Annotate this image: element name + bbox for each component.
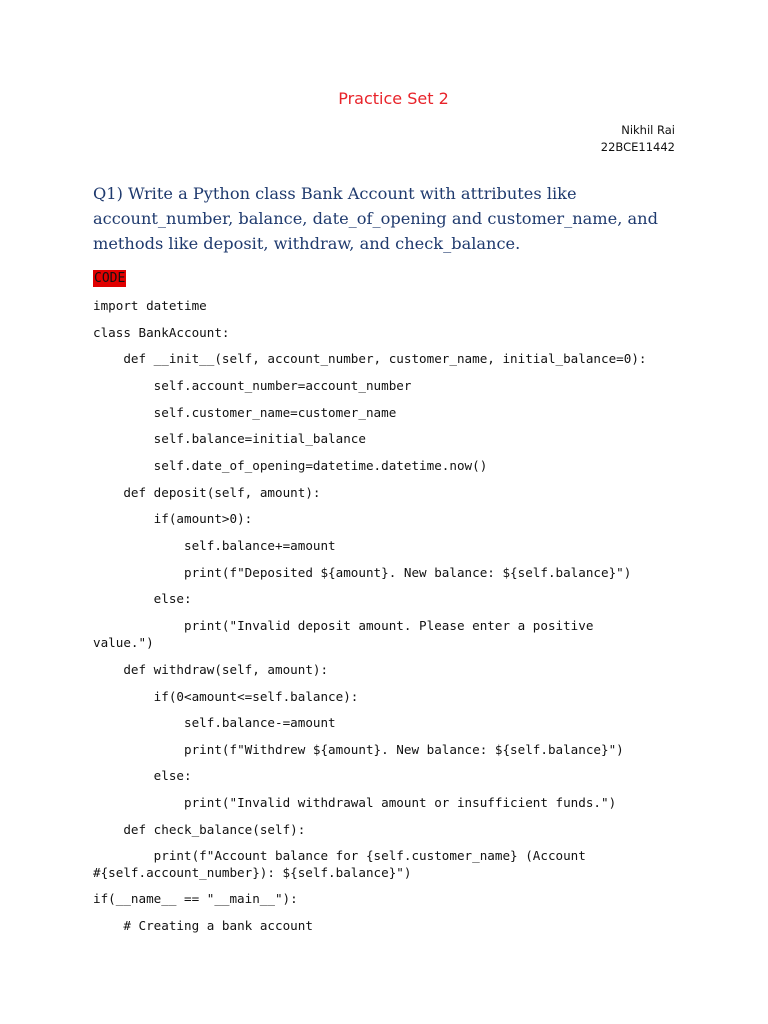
code-line: self.account_number=account_number — [93, 378, 412, 393]
code-line: if(__name__ == "__main__"): — [93, 891, 298, 906]
code-line: self.balance-=amount — [93, 715, 336, 730]
code-line: # Creating a bank account — [93, 918, 313, 933]
code-line: def check_balance(self): — [93, 822, 306, 837]
code-line: print("Invalid withdrawal amount or insufficient funds.") — [93, 795, 617, 810]
code-line: if(amount>0): — [93, 511, 253, 526]
code-label: CODE — [94, 271, 126, 286]
code-line: print(f"Account balance for {self.customer_name} (Account #{self.account_number}): ${self.balance}") — [93, 848, 586, 880]
author-block — [601, 122, 675, 156]
question-heading: Q1) Write a Python class Bank Account with attributes like account_number, balance, date_of_opening and customer_name, and methods like deposit, withdraw, and check_balance. — [93, 184, 658, 253]
page-title: Practice Set 2 — [338, 89, 449, 108]
code-line: def withdraw(self, amount): — [93, 662, 329, 677]
code-line: else: — [93, 768, 192, 783]
code-line: class BankAccount: — [93, 325, 230, 340]
code-line: def deposit(self, amount): — [93, 485, 321, 500]
code-line: print(f"Withdrew ${amount}. New balance: ${self.balance}") — [93, 742, 624, 757]
author-name: Nikhil Rai — [621, 123, 675, 137]
code-line: print("Invalid deposit amount. Please enter a positive value.") — [93, 618, 594, 650]
code-line: self.date_of_opening=datetime.datetime.now() — [93, 458, 488, 473]
author-id: 22BCE11442 — [600, 140, 675, 154]
code-line: import datetime — [93, 298, 207, 313]
code-line: self.balance=initial_balance — [93, 431, 366, 446]
code-line: else: — [93, 591, 192, 606]
code-line: self.balance+=amount — [93, 538, 336, 553]
code-line: def __init__(self, account_number, customer_name, initial_balance=0): — [93, 351, 647, 366]
code-line: print(f"Deposited ${amount}. New balance: ${self.balance}") — [93, 565, 632, 580]
code-line: self.customer_name=customer_name — [93, 405, 397, 420]
code-line: if(0<amount<=self.balance): — [93, 689, 359, 704]
